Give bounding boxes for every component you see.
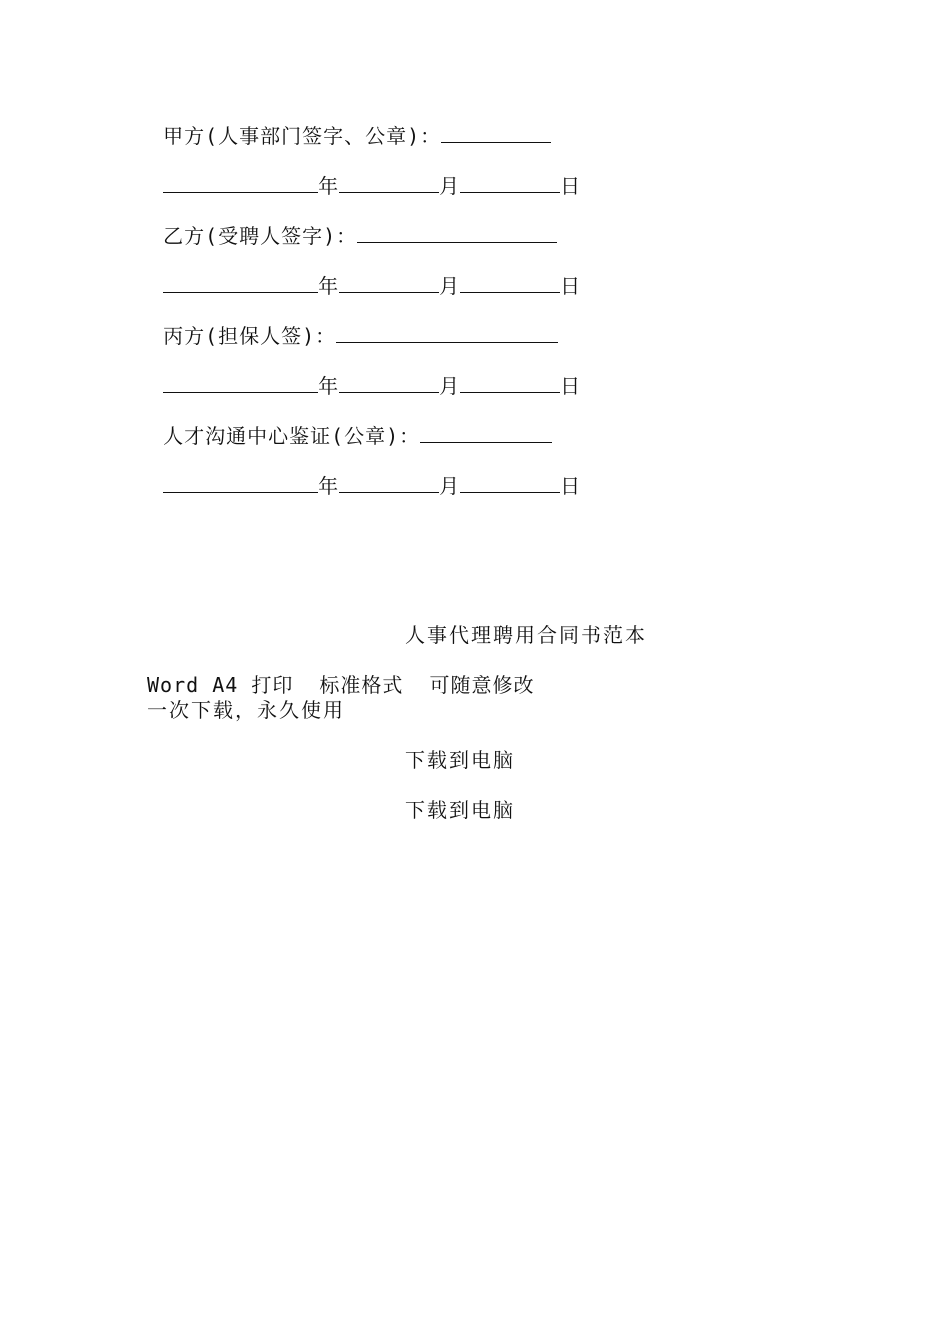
download-link-1[interactable]: 下载到电脑 [405,748,515,772]
day-blank [460,374,560,393]
talent-center-signature-blank [420,424,552,443]
month-blank [339,474,439,493]
party-b-date-line [137,250,581,298]
year-label: 年 [318,374,340,398]
party-a-signature-line [137,100,551,148]
party-b-label: 乙方(受聘人签字)： [163,224,358,248]
document-title: 人事代理聘用合同书范本 [405,623,647,647]
party-a-signature-blank [441,124,551,143]
month-blank [339,274,439,293]
day-blank [460,474,560,493]
day-label: 日 [560,174,582,198]
year-label: 年 [318,174,340,198]
month-label: 月 [439,374,461,398]
month-blank [339,174,439,193]
year-label: 年 [318,474,340,498]
talent-center-label: 人才沟通中心鉴证(公章)： [163,424,421,448]
party-a-label: 甲方(人事部门签字、公章)： [163,124,442,148]
features-text: Word A4 打印 标准格式 可随意修改 [147,673,535,697]
day-label: 日 [560,474,582,498]
party-c-label: 丙方(担保人签)： [163,324,337,348]
party-c-signature-line [137,300,558,348]
talent-center-date-line [137,450,581,498]
year-label: 年 [318,274,340,298]
day-label: 日 [560,374,582,398]
party-b-signature-blank [357,224,557,243]
month-blank [339,374,439,393]
day-blank [460,174,560,193]
day-label: 日 [560,274,582,298]
party-b-signature-line [137,200,557,248]
month-label: 月 [439,274,461,298]
day-blank [460,274,560,293]
year-blank [163,274,318,293]
party-c-signature-blank [336,324,558,343]
talent-center-signature-line [137,400,552,448]
party-a-date-line [137,150,581,198]
year-blank [163,474,318,493]
party-c-date-line [137,350,581,398]
month-label: 月 [439,474,461,498]
download-link-2[interactable]: 下载到电脑 [405,798,515,822]
tagline-text: 一次下载，永久使用 [147,698,345,722]
year-blank [163,374,318,393]
year-blank [163,174,318,193]
month-label: 月 [439,174,461,198]
